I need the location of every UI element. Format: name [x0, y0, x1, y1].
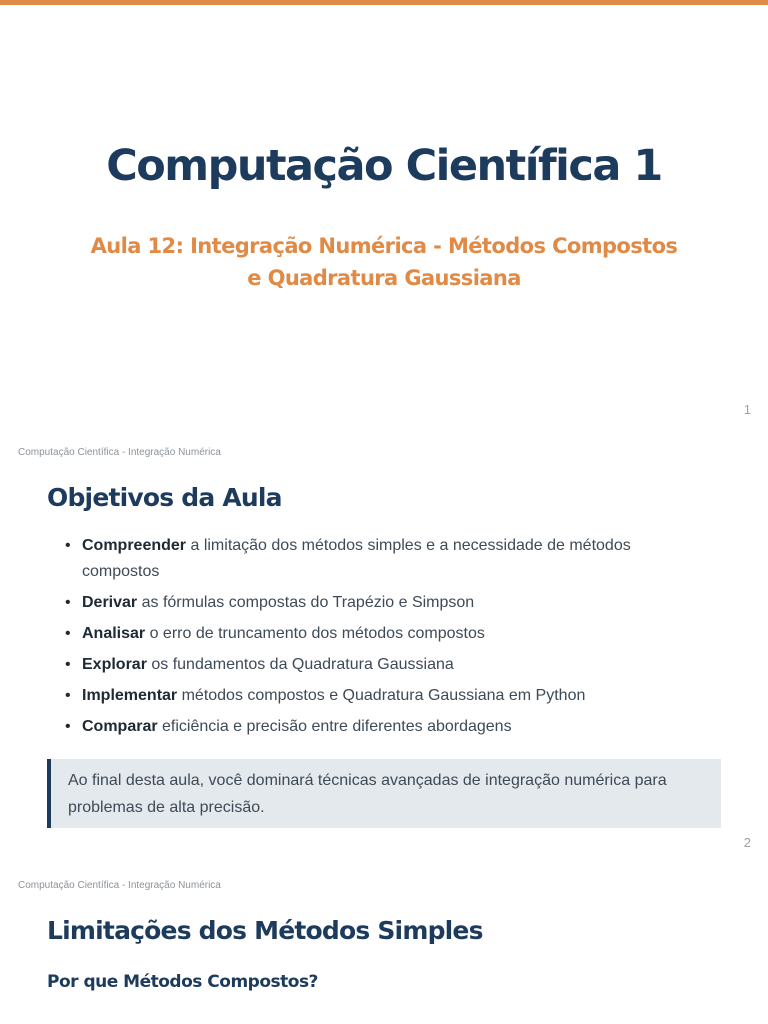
page-number: 2 — [743, 835, 751, 850]
top-accent-bar — [0, 0, 768, 5]
summary-callout: Ao final desta aula, você dominará técnicas avançadas de integração numérica para problemas de alta precisão. — [47, 759, 721, 828]
objectives-list — [64, 533, 704, 745]
objective-verb: Derivar — [82, 594, 138, 611]
page-number: 1 — [743, 402, 751, 417]
bullet-icon: • — [65, 537, 71, 554]
objective-text: os fundamentos da Quadratura Gaussiana — [146, 656, 454, 673]
objective-text: a limitação dos métodos simples e a necessidade de métodos compostos — [82, 537, 631, 580]
list-item — [64, 652, 704, 678]
running-header: Computação Científica - Integração Numérica — [18, 880, 221, 891]
bullet-icon: • — [65, 594, 71, 611]
objective-verb: Analisar — [82, 625, 146, 642]
objective-verb: Implementar — [82, 687, 178, 704]
list-item — [64, 533, 672, 585]
objective-text: o erro de truncamento dos métodos compostos — [145, 625, 485, 642]
bullet-icon: • — [65, 656, 71, 673]
slide-subtitle: Aula 12: Integração Numérica - Métodos Compostos e Quadratura Gaussiana — [90, 234, 678, 290]
objective-verb: Comparar — [82, 718, 158, 735]
list-item — [64, 714, 704, 740]
running-header: Computação Científica - Integração Numérica — [18, 447, 221, 458]
bullet-icon: • — [65, 625, 71, 642]
bullet-icon: • — [65, 718, 71, 735]
list-item — [64, 590, 704, 616]
objective-text: métodos compostos e Quadratura Gaussiana em Python — [177, 687, 586, 704]
slide-title: Computação Científica 1 — [106, 141, 662, 191]
objective-text: eficiência e precisão entre diferentes abordagens — [157, 718, 512, 735]
bullet-icon: • — [65, 687, 71, 704]
objective-verb: Explorar — [82, 656, 147, 673]
section-heading-objectives: Objetivos da Aula — [47, 483, 282, 512]
sub-heading: Por que Métodos Compostos? — [47, 972, 318, 992]
list-item — [64, 683, 704, 709]
list-item — [64, 621, 704, 647]
objective-verb: Compreender — [82, 537, 187, 554]
objective-text: as fórmulas compostas do Trapézio e Simpson — [137, 594, 475, 611]
section-heading-limitations: Limitações dos Métodos Simples — [47, 916, 483, 945]
